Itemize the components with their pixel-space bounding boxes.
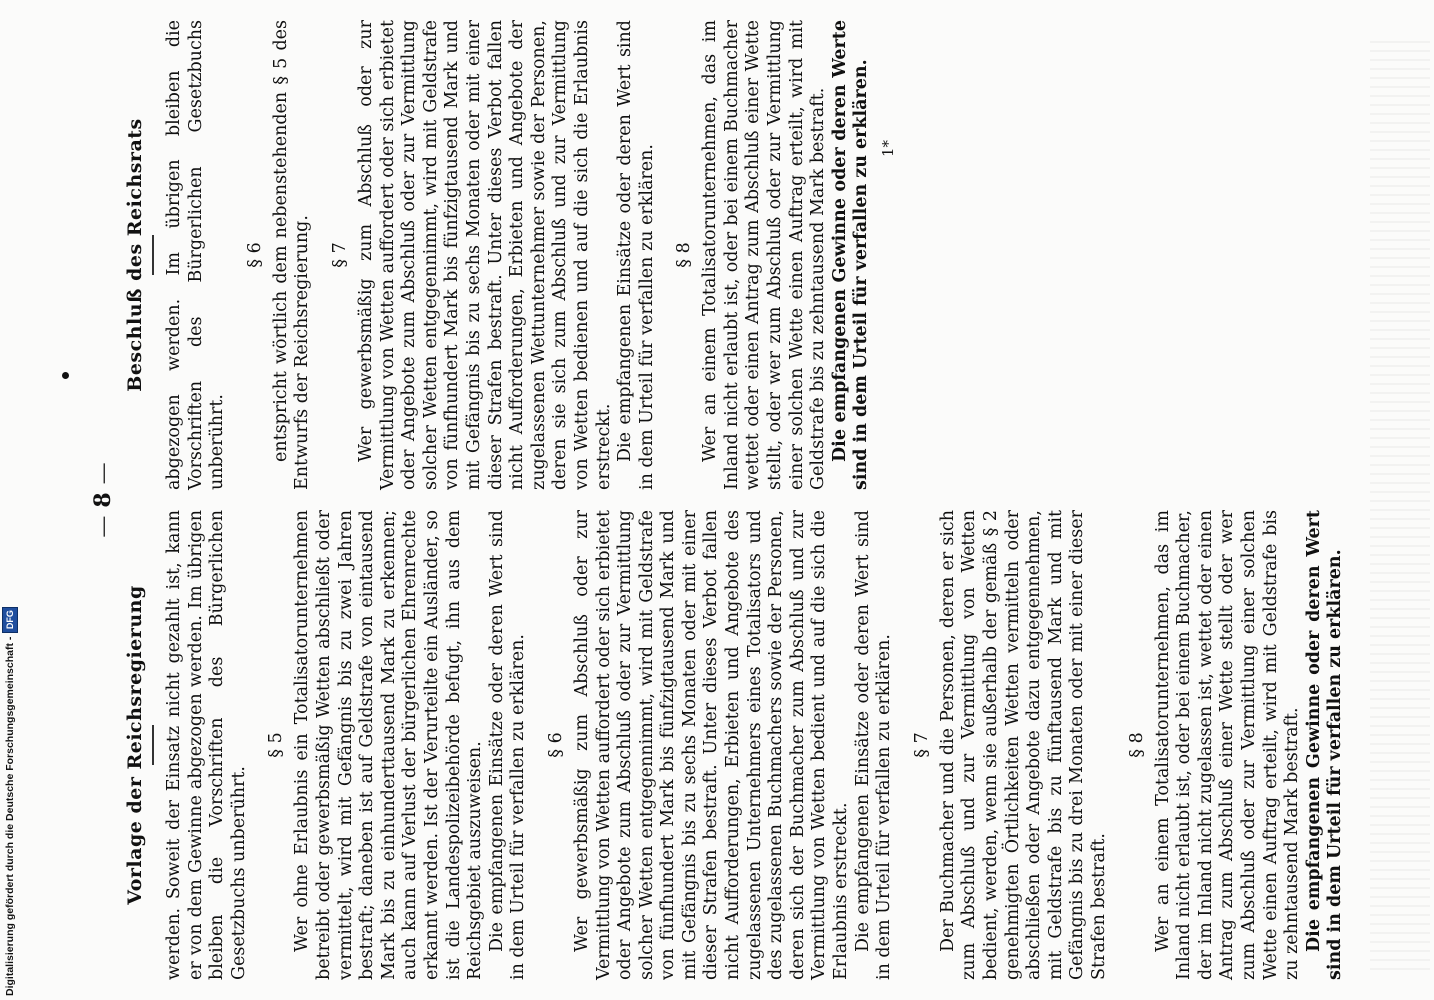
section-7-paragraph: Der Buchmacher und die Personen, deren er sich zum Abschluß und zur Vermittlung von Wetten bedient, werden, wenn sie außerhalb der gemäß § 2 genehmigten Örtlichkeiten Wetten vermitteln oder abschließen oder Angebote dazu entgegennehmen, mit Geldstrafe bis zu fünftausend Mark und mit Gefängnis bis zu drei Monaten oder mit einer dieser Strafen bestraft. xyxy=(937,510,1109,980)
margin-dot xyxy=(62,372,69,379)
section-6-forfeiture: Die empfangenen Einsätze oder deren Wert sind in dem Urteil für verfallen zu erklären. xyxy=(852,510,895,980)
section-7-forfeiture: Die empfangenen Einsätze oder deren Wert sind in dem Urteil für verfallen zu erklären. xyxy=(615,20,657,490)
digitization-credit xyxy=(2,606,18,996)
section-heading-7: § 7 xyxy=(329,242,350,268)
section-8-paragraph: Wer an einem Totalisatorunternehmen, das im Inland nicht erlaubt ist, oder bei einem Buchmacher wettet oder einen Antrag zum Abschluß einer Wette stellt, oder wer zum Abschluß oder zur Vermittlung einer solchen Wette einen Auftrag erteilt, wird mit Geldstrafe bis zu zehntausend Mark bestraft. xyxy=(700,20,829,490)
section-8-paragraph: Wer an einem Totalisatorunternehmen, das im Inland nicht erlaubt ist, oder bei einem Buchmacher, der im Inland nicht zugelassen ist, wettet oder einen Antrag zum Abschluß einer Wette stellt oder wer zum Abschluß oder zur Vermittlung einer solchen Wette einen Auftrag erteilt, wird mit Geldstrafe bis zu zehntausend Mark bestraft. xyxy=(1152,510,1303,980)
column-title-reichsrat: Beschluß des Reichsrats xyxy=(124,118,146,392)
section-heading-8: § 8 xyxy=(674,242,695,268)
section-8-forfeiture: Die empfangenen Gewinne oder deren Wert sind in dem Urteil für verfallen zu erklären. xyxy=(1303,510,1346,980)
scan-margin-noise xyxy=(1370,40,1430,970)
section-7-paragraph: Wer gewerbsmäßig zum Abschluß oder zur Vermittlung von Wetten auffordert oder sich erbietet oder Angebote zum Abschluß oder zur Vermittlung solcher Wetten entgegennimmt, wird mit Geldstrafe von fünfhundert Mark bis fünfzigtausend Mark und mit Gefängnis bis zu sechs Monaten oder mit einer dieser Strafen bestraft. Unter dieses Verbot fallen nicht Aufforderungen, Erbieten und Angebote der zugelassenen Wettunternehmer sowie der Personen, deren sie sich zum Abschluß und zur Vermittlung von Wetten bedienen und auf die sich die Erlaubnis erstreckt. xyxy=(355,20,614,490)
column-government-draft xyxy=(80,510,1360,980)
rotated-sheet xyxy=(80,0,1360,1000)
intro-paragraph: werden. Soweit der Einsatz nicht gezahlt ist, kann er von dem Gewinne abgezogen werden. Im übrigen bleiben die Vorschriften des Bürgerlichen Gesetzbuchs unberührt. xyxy=(164,510,249,980)
title-rule xyxy=(152,235,154,275)
title-rule xyxy=(152,725,154,765)
section-heading-7: § 7 xyxy=(911,732,932,758)
section-heading-5: § 5 xyxy=(266,732,287,758)
dfg-logo: DFG xyxy=(2,607,18,633)
section-8-forfeiture: Die empfangenen Gewinne oder deren Werte sind in dem Urteil für verfallen zu erklären. xyxy=(829,20,872,490)
page-number-value: 8 xyxy=(90,492,116,508)
section-6-paragraph: entspricht wörtlich dem nebenstehenden § 5 des Entwurfs der Reichsregierung. xyxy=(270,20,313,490)
intro-paragraph: abgezogen werden. Im übrigen bleiben die Vorschriften des Bürgerlichen Gesetzbuchs unberührt. xyxy=(164,20,228,490)
credit-text: Digitalisierung gefördert durch die Deutsche Forschungsgemeinschaft - xyxy=(4,636,16,996)
column-reichsrat-decision xyxy=(80,20,1360,490)
section-heading-6: § 6 xyxy=(545,732,566,758)
section-heading-6: § 6 xyxy=(244,242,265,268)
section-heading-8: § 8 xyxy=(1126,732,1147,758)
section-5-forfeiture: Die empfangenen Einsätze oder deren Wert sind in dem Urteil für verfallen zu erklären. xyxy=(486,510,529,980)
section-6-paragraph: Wer gewerbsmäßig zum Abschluß oder zur Vermittlung von Wetten auffordert oder sich erbietet oder Angebote zum Abschluß oder zur Vermittlung solcher Wetten entgegennimmt, wird mit Geldstrafe von fünfhundert Mark bis fünfzigtausend Mark und mit Gefängnis bis zu sechs Monaten oder mit einer dieser Strafen bestraft. Unter dieses Verbot fallen nicht Aufforderungen, Erbieten und Angebote des zugelassenen Unternehmers eines Totalisators und des zugelassenen Buchmachers sowie der Personen, deren sich der Buchmacher zum Abschluß und zur Vermittlung von Wetten bedient und auf die sich die Erlaubnis erstreckt. xyxy=(571,510,852,980)
column-title-government: Vorlage der Reichsregierung xyxy=(124,585,146,905)
section-5-paragraph: Wer ohne Erlaubnis ein Totalisatorunternehmen betreibt oder gewerbsmäßig Wetten abschließt oder vermittelt, wird mit Gefängnis bis zu zwei Jahren bestraft; daneben ist auf Geldstrafe von eintausend Mark bis zu einhunderttausend Mark zu erkennen; auch kann auf Verlust der bürgerlichen Ehrenrechte erkannt werden. Ist der Verurteilte ein Ausländer, so ist die Landespolizeibehörde befugt, ihn aus dem Reichsgebiet auszuweisen. xyxy=(292,510,486,980)
page-number: —8— xyxy=(90,462,116,538)
sheet-signature: 1* xyxy=(879,140,898,158)
